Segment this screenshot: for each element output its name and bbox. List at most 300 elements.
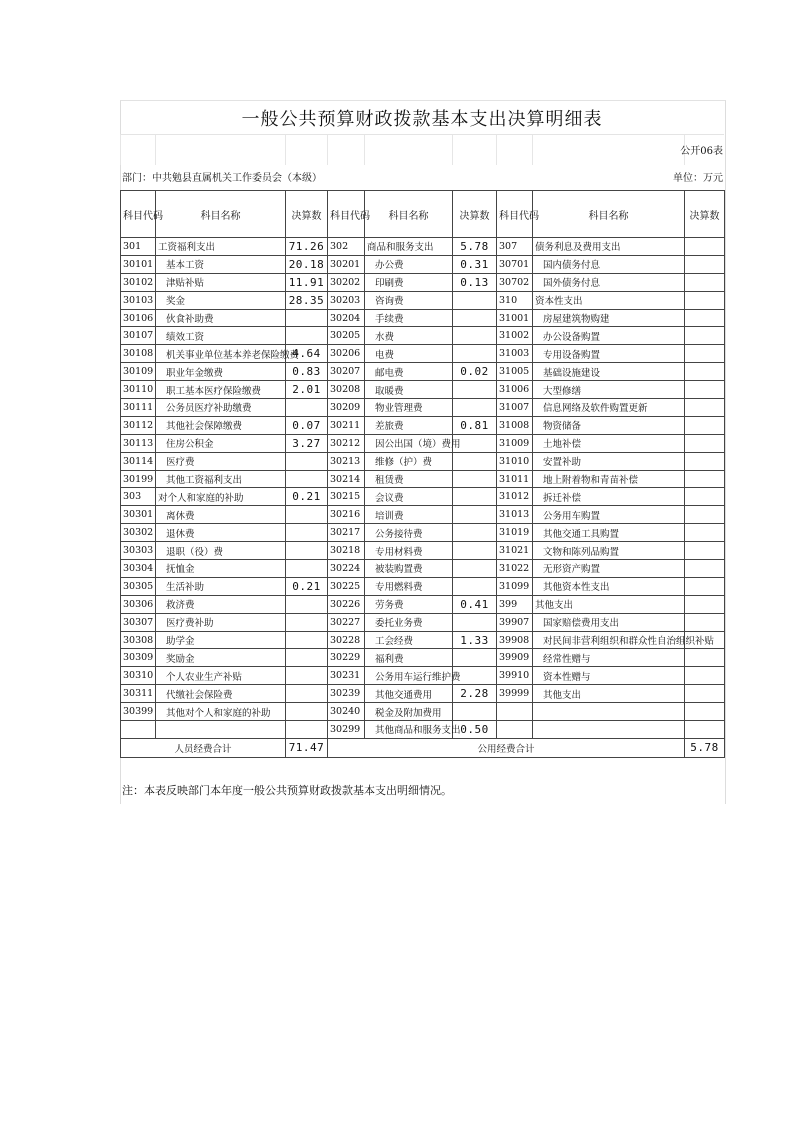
amount-cell <box>685 470 725 488</box>
subject-code-cell <box>121 721 156 739</box>
amount-cell <box>453 309 497 327</box>
amount-cell <box>453 577 497 595</box>
amount-cell: 2.01 <box>286 381 328 399</box>
subject-name-cell: 无形资产购置 <box>533 560 685 578</box>
gridline <box>120 135 121 165</box>
subject-name-cell: 助学金 <box>156 631 286 649</box>
table-row <box>121 452 725 470</box>
subject-name-cell: 机关事业单位基本养老保险缴费 <box>156 345 286 363</box>
subject-code-cell: 30206 <box>328 345 365 363</box>
subject-name-cell: 维修（护）费 <box>365 452 453 470</box>
subject-name-cell: 离休费 <box>156 506 286 524</box>
subject-name-cell: 绩效工资 <box>156 327 286 345</box>
subject-name-cell: 土地补偿 <box>533 434 685 452</box>
table-row <box>121 416 725 434</box>
subject-name-cell: 职业年金缴费 <box>156 363 286 381</box>
amount-cell <box>685 667 725 685</box>
amount-cell: 0.83 <box>286 363 328 381</box>
subject-name-cell: 邮电费 <box>365 363 453 381</box>
subject-code-cell: 30112 <box>121 416 156 434</box>
subject-name-cell: 办公费 <box>365 255 453 273</box>
subject-name-cell: 咨询费 <box>365 291 453 309</box>
amount-cell <box>453 488 497 506</box>
subject-name-cell: 工会经费 <box>365 631 453 649</box>
amount-cell <box>453 470 497 488</box>
table-row <box>121 470 725 488</box>
table-row <box>121 273 725 291</box>
amount-cell <box>453 649 497 667</box>
subject-name-cell: 培训费 <box>365 506 453 524</box>
subject-code-cell: 31005 <box>497 363 533 381</box>
amount-cell <box>685 488 725 506</box>
subject-code-cell: 30209 <box>328 399 365 417</box>
subject-code-cell: 31019 <box>497 524 533 542</box>
amount-cell <box>685 291 725 309</box>
amount-cell: 0.21 <box>286 577 328 595</box>
subject-name-cell: 其他交通工具购置 <box>533 524 685 542</box>
subject-code-cell: 30302 <box>121 524 156 542</box>
subject-code-cell <box>497 721 533 739</box>
subject-code-cell: 31010 <box>497 452 533 470</box>
subject-name-cell: 奖金 <box>156 291 286 309</box>
table-row <box>121 542 725 560</box>
expenditure-table <box>120 190 725 758</box>
subject-name-cell: 其他商品和服务支出 <box>365 721 453 739</box>
amount-cell <box>685 649 725 667</box>
subject-code-cell: 31099 <box>497 577 533 595</box>
subject-code-cell <box>497 703 533 721</box>
table-row <box>121 381 725 399</box>
amount-cell <box>286 685 328 703</box>
table-row <box>121 721 725 739</box>
unit-label: 单位：万元 <box>673 173 723 184</box>
amount-cell: 0.07 <box>286 416 328 434</box>
subject-name-cell: 资本性支出 <box>533 291 685 309</box>
subject-code-cell: 30229 <box>328 649 365 667</box>
subject-name-cell: 公务用车购置 <box>533 506 685 524</box>
subject-code-cell: 30308 <box>121 631 156 649</box>
amount-cell <box>685 542 725 560</box>
gridline <box>155 135 156 165</box>
table-row <box>121 238 725 256</box>
subject-name-cell <box>533 703 685 721</box>
subject-name-cell: 会议费 <box>365 488 453 506</box>
subject-code-cell: 31021 <box>497 542 533 560</box>
amount-cell <box>286 703 328 721</box>
subject-code-cell: 30203 <box>328 291 365 309</box>
subject-code-cell: 31007 <box>497 399 533 417</box>
subject-name-cell: 医疗费 <box>156 452 286 470</box>
amount-cell <box>685 434 725 452</box>
personnel-total-label: 人员经费合计 <box>121 738 286 757</box>
subject-code-cell: 31003 <box>497 345 533 363</box>
subject-name-cell: 基础设施建设 <box>533 363 685 381</box>
subject-name-cell: 其他支出 <box>533 595 685 613</box>
table-row <box>121 703 725 721</box>
amount-cell <box>286 542 328 560</box>
table-row <box>121 363 725 381</box>
amount-cell <box>286 613 328 631</box>
subject-code-cell: 30199 <box>121 470 156 488</box>
subject-code-cell: 31013 <box>497 506 533 524</box>
table-row <box>121 434 725 452</box>
subject-code-cell: 30310 <box>121 667 156 685</box>
subject-code-cell: 30218 <box>328 542 365 560</box>
subject-code-cell: 399 <box>497 595 533 613</box>
subject-code-cell: 39910 <box>497 667 533 685</box>
amount-cell <box>685 273 725 291</box>
amount-cell: 28.35 <box>286 291 328 309</box>
header-code: 科目代码 <box>497 191 533 238</box>
subject-code-cell: 30309 <box>121 649 156 667</box>
totals-row <box>121 738 725 757</box>
amount-cell: 0.02 <box>453 363 497 381</box>
subject-name-cell: 救济费 <box>156 595 286 613</box>
gridline <box>327 135 328 165</box>
subject-name-cell: 物业管理费 <box>365 399 453 417</box>
subject-code-cell: 30212 <box>328 434 365 452</box>
amount-cell <box>685 238 725 256</box>
table-row <box>121 649 725 667</box>
subject-name-cell: 国内债务付息 <box>533 255 685 273</box>
table-row <box>121 255 725 273</box>
subject-name-cell: 因公出国（境）费用 <box>365 434 453 452</box>
subject-code-cell: 30226 <box>328 595 365 613</box>
subject-code-cell: 30224 <box>328 560 365 578</box>
amount-cell <box>286 721 328 739</box>
subject-code-cell: 30109 <box>121 363 156 381</box>
subject-code-cell: 31022 <box>497 560 533 578</box>
public-total-value: 5.78 <box>685 738 725 757</box>
amount-cell <box>685 399 725 417</box>
subject-code-cell: 30231 <box>328 667 365 685</box>
gridline <box>532 135 533 165</box>
amount-cell <box>286 506 328 524</box>
subject-code-cell: 30306 <box>121 595 156 613</box>
subject-code-cell: 31009 <box>497 434 533 452</box>
subject-code-cell: 31008 <box>497 416 533 434</box>
subject-code-cell: 30107 <box>121 327 156 345</box>
form-code: 公开06表 <box>680 146 723 157</box>
subject-name-cell: 拆迁补偿 <box>533 488 685 506</box>
amount-cell <box>685 560 725 578</box>
amount-cell <box>286 470 328 488</box>
subject-code-cell: 30240 <box>328 703 365 721</box>
subject-code-cell: 30304 <box>121 560 156 578</box>
amount-cell <box>453 613 497 631</box>
subject-name-cell: 信息网络及软件购置更新 <box>533 399 685 417</box>
subject-name-cell: 文物和陈列品购置 <box>533 542 685 560</box>
header-code: 科目代码 <box>121 191 156 238</box>
subject-code-cell: 30103 <box>121 291 156 309</box>
subject-name-cell: 代缴社会保险费 <box>156 685 286 703</box>
amount-cell <box>286 667 328 685</box>
subject-name-cell: 职工基本医疗保险缴费 <box>156 381 286 399</box>
subject-name-cell: 个人农业生产补贴 <box>156 667 286 685</box>
subject-name-cell: 其他交通费用 <box>365 685 453 703</box>
subject-code-cell: 30227 <box>328 613 365 631</box>
amount-cell <box>685 255 725 273</box>
subject-name-cell: 医疗费补助 <box>156 613 286 631</box>
subject-code-cell: 30299 <box>328 721 365 739</box>
amount-cell <box>286 560 328 578</box>
amount-cell: 0.13 <box>453 273 497 291</box>
subject-name-cell <box>533 721 685 739</box>
subject-name-cell: 其他工资福利支出 <box>156 470 286 488</box>
amount-cell <box>286 309 328 327</box>
table-body <box>121 238 725 739</box>
subject-name-cell: 对民间非营利组织和群众性自治组织补贴 <box>533 631 685 649</box>
subject-name-cell: 其他社会保障缴费 <box>156 416 286 434</box>
amount-cell <box>453 524 497 542</box>
subject-code-cell: 30311 <box>121 685 156 703</box>
subject-code-cell: 31001 <box>497 309 533 327</box>
table-row <box>121 595 725 613</box>
spacer-row <box>120 134 724 165</box>
subject-code-cell: 30211 <box>328 416 365 434</box>
subject-name-cell: 取暖费 <box>365 381 453 399</box>
amount-cell <box>286 595 328 613</box>
subject-code-cell: 30106 <box>121 309 156 327</box>
header-name: 科目名称 <box>156 191 286 238</box>
header-name: 科目名称 <box>365 191 453 238</box>
subject-code-cell: 30113 <box>121 434 156 452</box>
amount-cell <box>453 399 497 417</box>
subject-code-cell: 30114 <box>121 452 156 470</box>
table-row <box>121 631 725 649</box>
subject-code-cell: 30110 <box>121 381 156 399</box>
subject-code-cell: 30208 <box>328 381 365 399</box>
subject-code-cell: 30225 <box>328 577 365 595</box>
subject-name-cell: 物资储备 <box>533 416 685 434</box>
header-code: 科目代码 <box>328 191 365 238</box>
subject-code-cell: 39908 <box>497 631 533 649</box>
subject-code-cell: 30204 <box>328 309 365 327</box>
subject-code-cell: 30202 <box>328 273 365 291</box>
table-row <box>121 488 725 506</box>
subject-name-cell: 津贴补贴 <box>156 273 286 291</box>
amount-cell <box>685 577 725 595</box>
amount-cell <box>685 721 725 739</box>
personnel-total-value: 71.47 <box>286 738 328 757</box>
subject-code-cell: 30217 <box>328 524 365 542</box>
gridline <box>285 135 286 165</box>
amount-cell <box>286 524 328 542</box>
amount-cell <box>685 345 725 363</box>
subject-code-cell: 30307 <box>121 613 156 631</box>
amount-cell <box>685 416 725 434</box>
amount-cell <box>453 506 497 524</box>
amount-cell <box>685 327 725 345</box>
subject-name-cell: 电费 <box>365 345 453 363</box>
subject-code-cell: 30702 <box>497 273 533 291</box>
amount-cell: 0.81 <box>453 416 497 434</box>
subject-code-cell: 30215 <box>328 488 365 506</box>
amount-cell <box>453 345 497 363</box>
amount-cell <box>685 613 725 631</box>
amount-cell <box>286 631 328 649</box>
subject-name-cell: 印刷费 <box>365 273 453 291</box>
subject-name-cell: 房屋建筑物购建 <box>533 309 685 327</box>
subject-name-cell: 公务用车运行维护费 <box>365 667 453 685</box>
subject-code-cell: 30701 <box>497 255 533 273</box>
amount-cell <box>453 381 497 399</box>
subject-name-cell: 水费 <box>365 327 453 345</box>
subject-name-cell: 安置补助 <box>533 452 685 470</box>
amount-cell <box>453 560 497 578</box>
table-row <box>121 613 725 631</box>
subject-name-cell: 手续费 <box>365 309 453 327</box>
subject-code-cell: 31012 <box>497 488 533 506</box>
subject-name-cell: 对个人和家庭的补助 <box>156 488 286 506</box>
subject-name-cell: 委托业务费 <box>365 613 453 631</box>
table-row <box>121 327 725 345</box>
subject-name-cell: 生活补助 <box>156 577 286 595</box>
amount-cell <box>286 399 328 417</box>
header-amount: 决算数 <box>685 191 725 238</box>
header-name: 科目名称 <box>533 191 685 238</box>
public-total-label: 公用经费合计 <box>328 738 685 757</box>
subject-code-cell: 30102 <box>121 273 156 291</box>
subject-name-cell: 专用设备购置 <box>533 345 685 363</box>
subject-name-cell: 抚恤金 <box>156 560 286 578</box>
table-row <box>121 309 725 327</box>
subject-code-cell: 30399 <box>121 703 156 721</box>
table-row <box>121 524 725 542</box>
subject-name-cell: 基本工资 <box>156 255 286 273</box>
table-row <box>121 291 725 309</box>
subject-name-cell: 办公设备购置 <box>533 327 685 345</box>
subject-name-cell: 经常性赠与 <box>533 649 685 667</box>
subject-code-cell: 302 <box>328 238 365 256</box>
amount-cell <box>286 327 328 345</box>
table-row <box>121 399 725 417</box>
subject-code-cell: 30205 <box>328 327 365 345</box>
subject-name-cell: 其他资本性支出 <box>533 577 685 595</box>
amount-cell <box>685 452 725 470</box>
subject-name-cell: 伙食补助费 <box>156 309 286 327</box>
subject-name-cell <box>156 721 286 739</box>
subject-name-cell: 商品和服务支出 <box>365 238 453 256</box>
subject-name-cell: 其他支出 <box>533 685 685 703</box>
subject-name-cell: 资本性赠与 <box>533 667 685 685</box>
subject-name-cell: 公务接待费 <box>365 524 453 542</box>
amount-cell <box>685 703 725 721</box>
subject-name-cell: 劳务费 <box>365 595 453 613</box>
subject-name-cell: 租赁费 <box>365 470 453 488</box>
amount-cell: 5.78 <box>453 238 497 256</box>
footnote: 注：本表反映部门本年度一般公共预算财政拨款基本支出明细情况。 <box>122 784 452 797</box>
subject-name-cell: 被装购置费 <box>365 560 453 578</box>
amount-cell <box>286 452 328 470</box>
amount-cell: 0.31 <box>453 255 497 273</box>
table-row <box>121 560 725 578</box>
subject-code-cell: 30214 <box>328 470 365 488</box>
amount-cell: 2.28 <box>453 685 497 703</box>
amount-cell <box>453 542 497 560</box>
subject-name-cell: 住房公积金 <box>156 434 286 452</box>
subject-code-cell: 39999 <box>497 685 533 703</box>
amount-cell <box>453 291 497 309</box>
subject-code-cell: 31011 <box>497 470 533 488</box>
subject-code-cell: 30111 <box>121 399 156 417</box>
subject-code-cell: 39907 <box>497 613 533 631</box>
subject-name-cell: 奖励金 <box>156 649 286 667</box>
subject-name-cell: 退职（役）费 <box>156 542 286 560</box>
gridline <box>496 135 497 165</box>
amount-cell <box>685 381 725 399</box>
subject-code-cell: 303 <box>121 488 156 506</box>
subject-code-cell: 30108 <box>121 345 156 363</box>
table-row <box>121 685 725 703</box>
subject-name-cell: 工资福利支出 <box>156 238 286 256</box>
subject-name-cell: 债务利息及费用支出 <box>533 238 685 256</box>
header-amount: 决算数 <box>453 191 497 238</box>
subject-name-cell: 专用材料费 <box>365 542 453 560</box>
amount-cell: 1.33 <box>453 631 497 649</box>
amount-cell <box>453 327 497 345</box>
table-row <box>121 667 725 685</box>
amount-cell <box>453 703 497 721</box>
amount-cell: 0.21 <box>286 488 328 506</box>
subject-code-cell: 30207 <box>328 363 365 381</box>
subject-code-cell: 31006 <box>497 381 533 399</box>
subject-code-cell: 307 <box>497 238 533 256</box>
subject-code-cell: 30239 <box>328 685 365 703</box>
subject-name-cell: 国家赔偿费用支出 <box>533 613 685 631</box>
subject-name-cell: 专用燃料费 <box>365 577 453 595</box>
amount-cell <box>685 595 725 613</box>
amount-cell <box>286 649 328 667</box>
table-row <box>121 345 725 363</box>
subject-name-cell: 其他对个人和家庭的补助 <box>156 703 286 721</box>
amount-cell <box>685 363 725 381</box>
subject-name-cell: 税金及附加费用 <box>365 703 453 721</box>
page-title: 一般公共预算财政拨款基本支出决算明细表 <box>241 109 603 130</box>
subject-code-cell: 30201 <box>328 255 365 273</box>
department-label: 部门：中共勉县直属机关工作委员会（本级） <box>122 173 322 184</box>
amount-cell: 71.26 <box>286 238 328 256</box>
amount-cell <box>685 506 725 524</box>
subject-name-cell: 大型修缮 <box>533 381 685 399</box>
amount-cell: 0.41 <box>453 595 497 613</box>
amount-cell <box>685 309 725 327</box>
subject-code-cell: 310 <box>497 291 533 309</box>
amount-cell <box>685 685 725 703</box>
subject-code-cell: 30228 <box>328 631 365 649</box>
subject-name-cell: 公务员医疗补助缴费 <box>156 399 286 417</box>
subject-name-cell: 国外债务付息 <box>533 273 685 291</box>
amount-cell: 0.50 <box>453 721 497 739</box>
subject-code-cell: 31002 <box>497 327 533 345</box>
gridline <box>452 135 453 165</box>
subject-code-cell: 30216 <box>328 506 365 524</box>
amount-cell <box>685 524 725 542</box>
amount-cell: 11.91 <box>286 273 328 291</box>
subject-code-cell: 30305 <box>121 577 156 595</box>
header-amount: 决算数 <box>286 191 328 238</box>
subject-name-cell: 差旅费 <box>365 416 453 434</box>
subject-name-cell: 福利费 <box>365 649 453 667</box>
amount-cell: 4.64 <box>286 345 328 363</box>
subject-code-cell: 30301 <box>121 506 156 524</box>
subject-code-cell: 39909 <box>497 649 533 667</box>
amount-cell: 3.27 <box>286 434 328 452</box>
gridline <box>364 135 365 165</box>
subject-code-cell: 30101 <box>121 255 156 273</box>
subject-code-cell: 301 <box>121 238 156 256</box>
subject-name-cell: 退休费 <box>156 524 286 542</box>
